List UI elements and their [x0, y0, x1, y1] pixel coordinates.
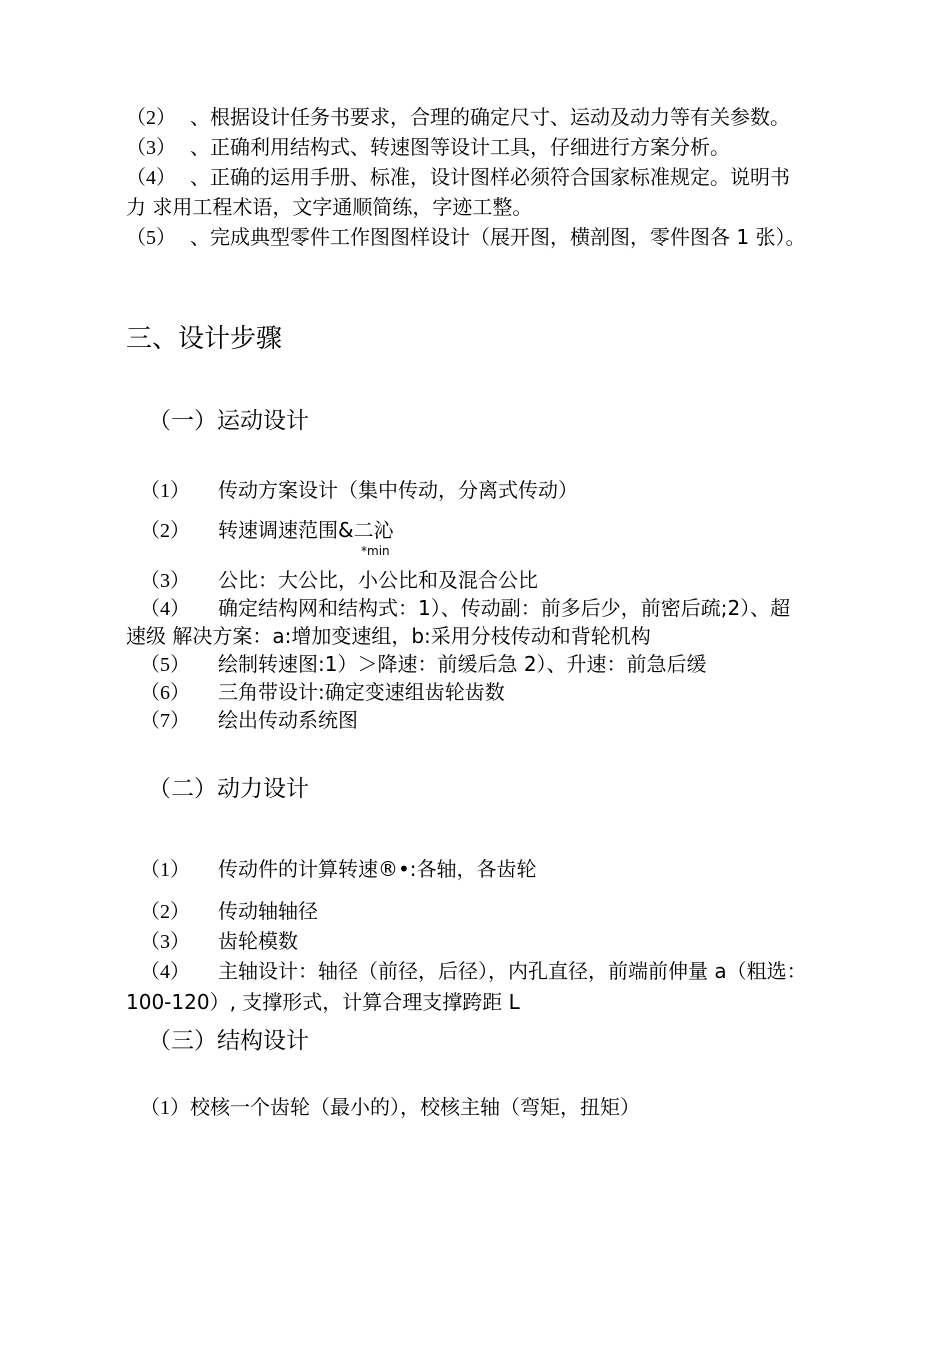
- item-text: 公比：大公比，小公比和及混合公比: [218, 568, 538, 592]
- motion-item-3: [140, 566, 538, 595]
- power-design-title: （二）动力设计: [148, 776, 309, 802]
- item-text: 确定结构网和结构式：1）、传动副：前多后少，前密后疏;2）、超: [218, 596, 791, 620]
- item-number: （1）: [140, 480, 190, 502]
- requirement-text: 、正确的运用手册、标准，设计图样必须符合国家标准规定。说明书: [190, 165, 790, 189]
- item-number: （5）: [140, 654, 190, 676]
- requirement-number: （4）: [126, 167, 176, 189]
- item-text: 主轴设计：轴径（前径，后径），内孔直径，前端前伸量 a（粗选：: [218, 959, 807, 983]
- motion-item-5: [140, 650, 707, 679]
- structure-design-title: （三）结构设计: [148, 1028, 309, 1054]
- item-text: 绘出传动系统图: [218, 708, 358, 732]
- power-item-2: [140, 897, 318, 926]
- power-item-4-continuation: 100-120）, 支撑形式，计算合理支撑跨距 L: [126, 990, 520, 1014]
- requirement-2: [126, 103, 790, 132]
- requirement-text: 、完成典型零件工作图图样设计（展开图，横剖图，零件图各 1 张）。: [190, 225, 806, 249]
- requirement-text: 、正确利用结构式、转速图等设计工具，仔细进行方案分析。: [190, 135, 730, 159]
- motion-design-title: （一）运动设计: [148, 408, 309, 434]
- item-number: （6）: [140, 682, 190, 704]
- item-text: 三角带设计:确定变速组齿轮齿数: [218, 680, 505, 704]
- requirement-number: （5）: [126, 227, 176, 249]
- motion-item-4: [140, 594, 790, 623]
- requirement-3: [126, 133, 730, 162]
- section-title: 三、设计步骤: [126, 324, 283, 354]
- item-number: （3）: [140, 570, 190, 592]
- item-number: （1）: [140, 1097, 190, 1119]
- item-text: 传动方案设计（集中传动，分离式传动）: [218, 478, 578, 502]
- item-subscript: *min: [361, 544, 390, 558]
- motion-item-2: [140, 516, 394, 545]
- power-item-4: [140, 957, 807, 986]
- item-text: 校核一个齿轮（最小的），校核主轴（弯矩，扭矩）: [190, 1095, 640, 1119]
- requirement-4-continuation: 力 求用工程术语，文字通顺简练，字迹工整。: [126, 195, 533, 219]
- requirement-number: （2）: [126, 107, 176, 129]
- motion-item-1: [140, 476, 578, 505]
- item-number: （7）: [140, 710, 190, 732]
- item-number: （2）: [140, 520, 190, 542]
- item-text: 转速调速范围&二沁: [218, 518, 394, 542]
- power-item-1: [140, 855, 537, 884]
- item-text: 绘制转速图:1）＞降速：前缓后急 2）、升速：前急后缓: [218, 652, 707, 676]
- motion-item-6: [140, 678, 505, 707]
- structure-item-1: [140, 1093, 640, 1122]
- motion-item-7: [140, 706, 358, 735]
- item-text: 传动件的计算转速®•:各轴，各齿轮: [218, 857, 537, 881]
- item-number: （4）: [140, 961, 190, 983]
- power-item-3: [140, 927, 298, 956]
- item-number: （2）: [140, 901, 190, 923]
- item-number: （3）: [140, 931, 190, 953]
- item-number: （4）: [140, 598, 190, 620]
- item-text: 齿轮模数: [218, 929, 298, 953]
- motion-item-4-continuation: 速级 解决方案：a:增加变速组，b:采用分枝传动和背轮机构: [126, 624, 651, 648]
- requirement-number: （3）: [126, 137, 176, 159]
- requirement-5: [126, 223, 805, 252]
- item-number: （1）: [140, 859, 190, 881]
- requirement-text: 、根据设计任务书要求，合理的确定尺寸、运动及动力等有关参数。: [190, 105, 790, 129]
- requirement-4: [126, 163, 790, 192]
- item-text: 传动轴轴径: [218, 899, 318, 923]
